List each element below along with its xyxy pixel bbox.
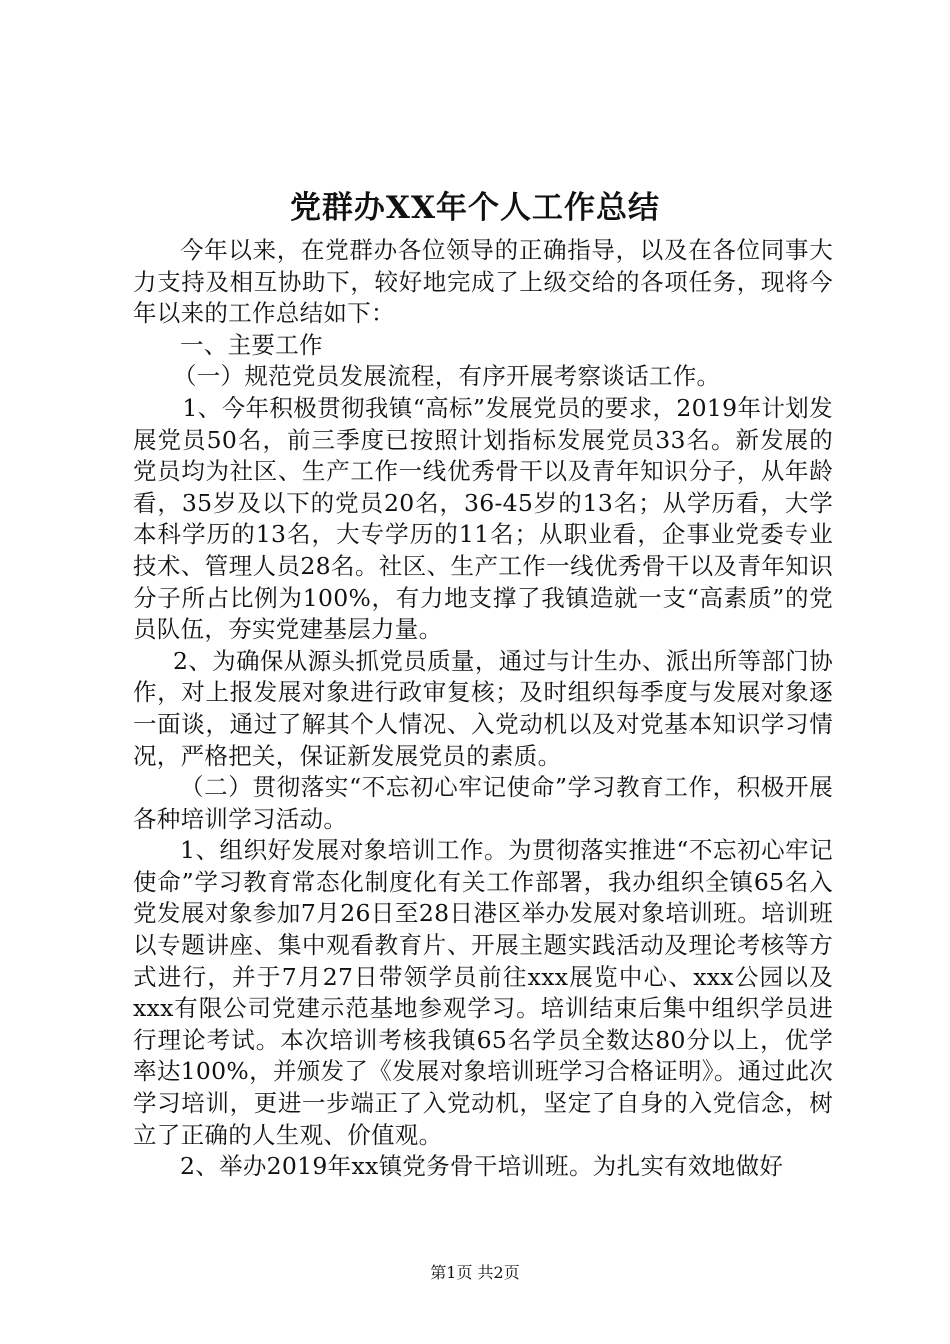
page-number-footer: 第1页 共2页	[430, 1263, 520, 1282]
subsection-heading-1: （一）规范党员发展流程，有序开展考察谈话工作。	[172, 362, 721, 391]
document-body	[133, 235, 833, 1183]
intro-paragraph: 今年以来，在党群办各位领导的正确指导，以及在各位同事大力支持及相互协助下，较好地完成了上级交给的各项任务，现将今年以来的工作总结如下：	[133, 236, 833, 328]
item-paragraph-1-1: 1、今年积极贯彻我镇“高标”发展党员的要求，2019年计划发展党员50名，前三季度已按照计划指标发展党员33名。新发展的党员均为社区、生产工作一线优秀骨干以及青年知识分子，从年龄看，35岁及以下的党员20名，36-45岁的13名；从学历看，大学本科学历的13名，大专学历的11名；从职业看，企事业党委专业技术、管理人员28名。社区、生产工作一线优秀骨干以及青年知识分子所占比例为100%，有力地支撑了我镇造就一支“高素质”的党员队伍，夯实党建基层力量。	[133, 393, 833, 644]
item-paragraph-2-2: 2、举办2019年xx镇党务骨干培训班。为扎实有效地做好	[180, 1152, 784, 1181]
item-paragraph-2-1: 1、组织好发展对象培训工作。为贯彻落实推进“不忘初心牢记使命”学习教育常态化制度化有关工作部署，我办组织全镇65名入党发展对象参加7月26日至28日港区举办发展对象培训班。培训班以专题讲座、集中观看教育片、开展主题实践活动及理论考核等方式进行，并于7月27日带领学员前往xxx展览中心、xxx公园以及xxx有限公司党建示范基地参观学习。培训结束后集中组织学员进行理论考试。本次培训考核我镇65名学员全数达80分以上，优学率达100%，并颁发了《发展对象培训班学习合格证明》。通过此次学习培训，更进一步端正了入党动机，坚定了自身的入党信念，树立了正确的人生观、价值观。	[133, 836, 833, 1149]
document-title: 党群办XX年个人工作总结	[289, 190, 661, 226]
section-heading-main-work: 一、主要工作	[180, 330, 323, 359]
item-paragraph-1-2: 2、为确保从源头抓党员质量，通过与计生办、派出所等部门协作，对上报发展对象进行政审复核；及时组织每季度与发展对象逐一面谈，通过了解其个人情况、入党动机以及对党基本知识学习情况，严格把关，保证新发展党员的素质。	[133, 646, 833, 770]
subsection-heading-2: （二）贯彻落实“不忘初心牢记使命”学习教育工作，积极开展各种培训学习活动。	[133, 773, 833, 833]
